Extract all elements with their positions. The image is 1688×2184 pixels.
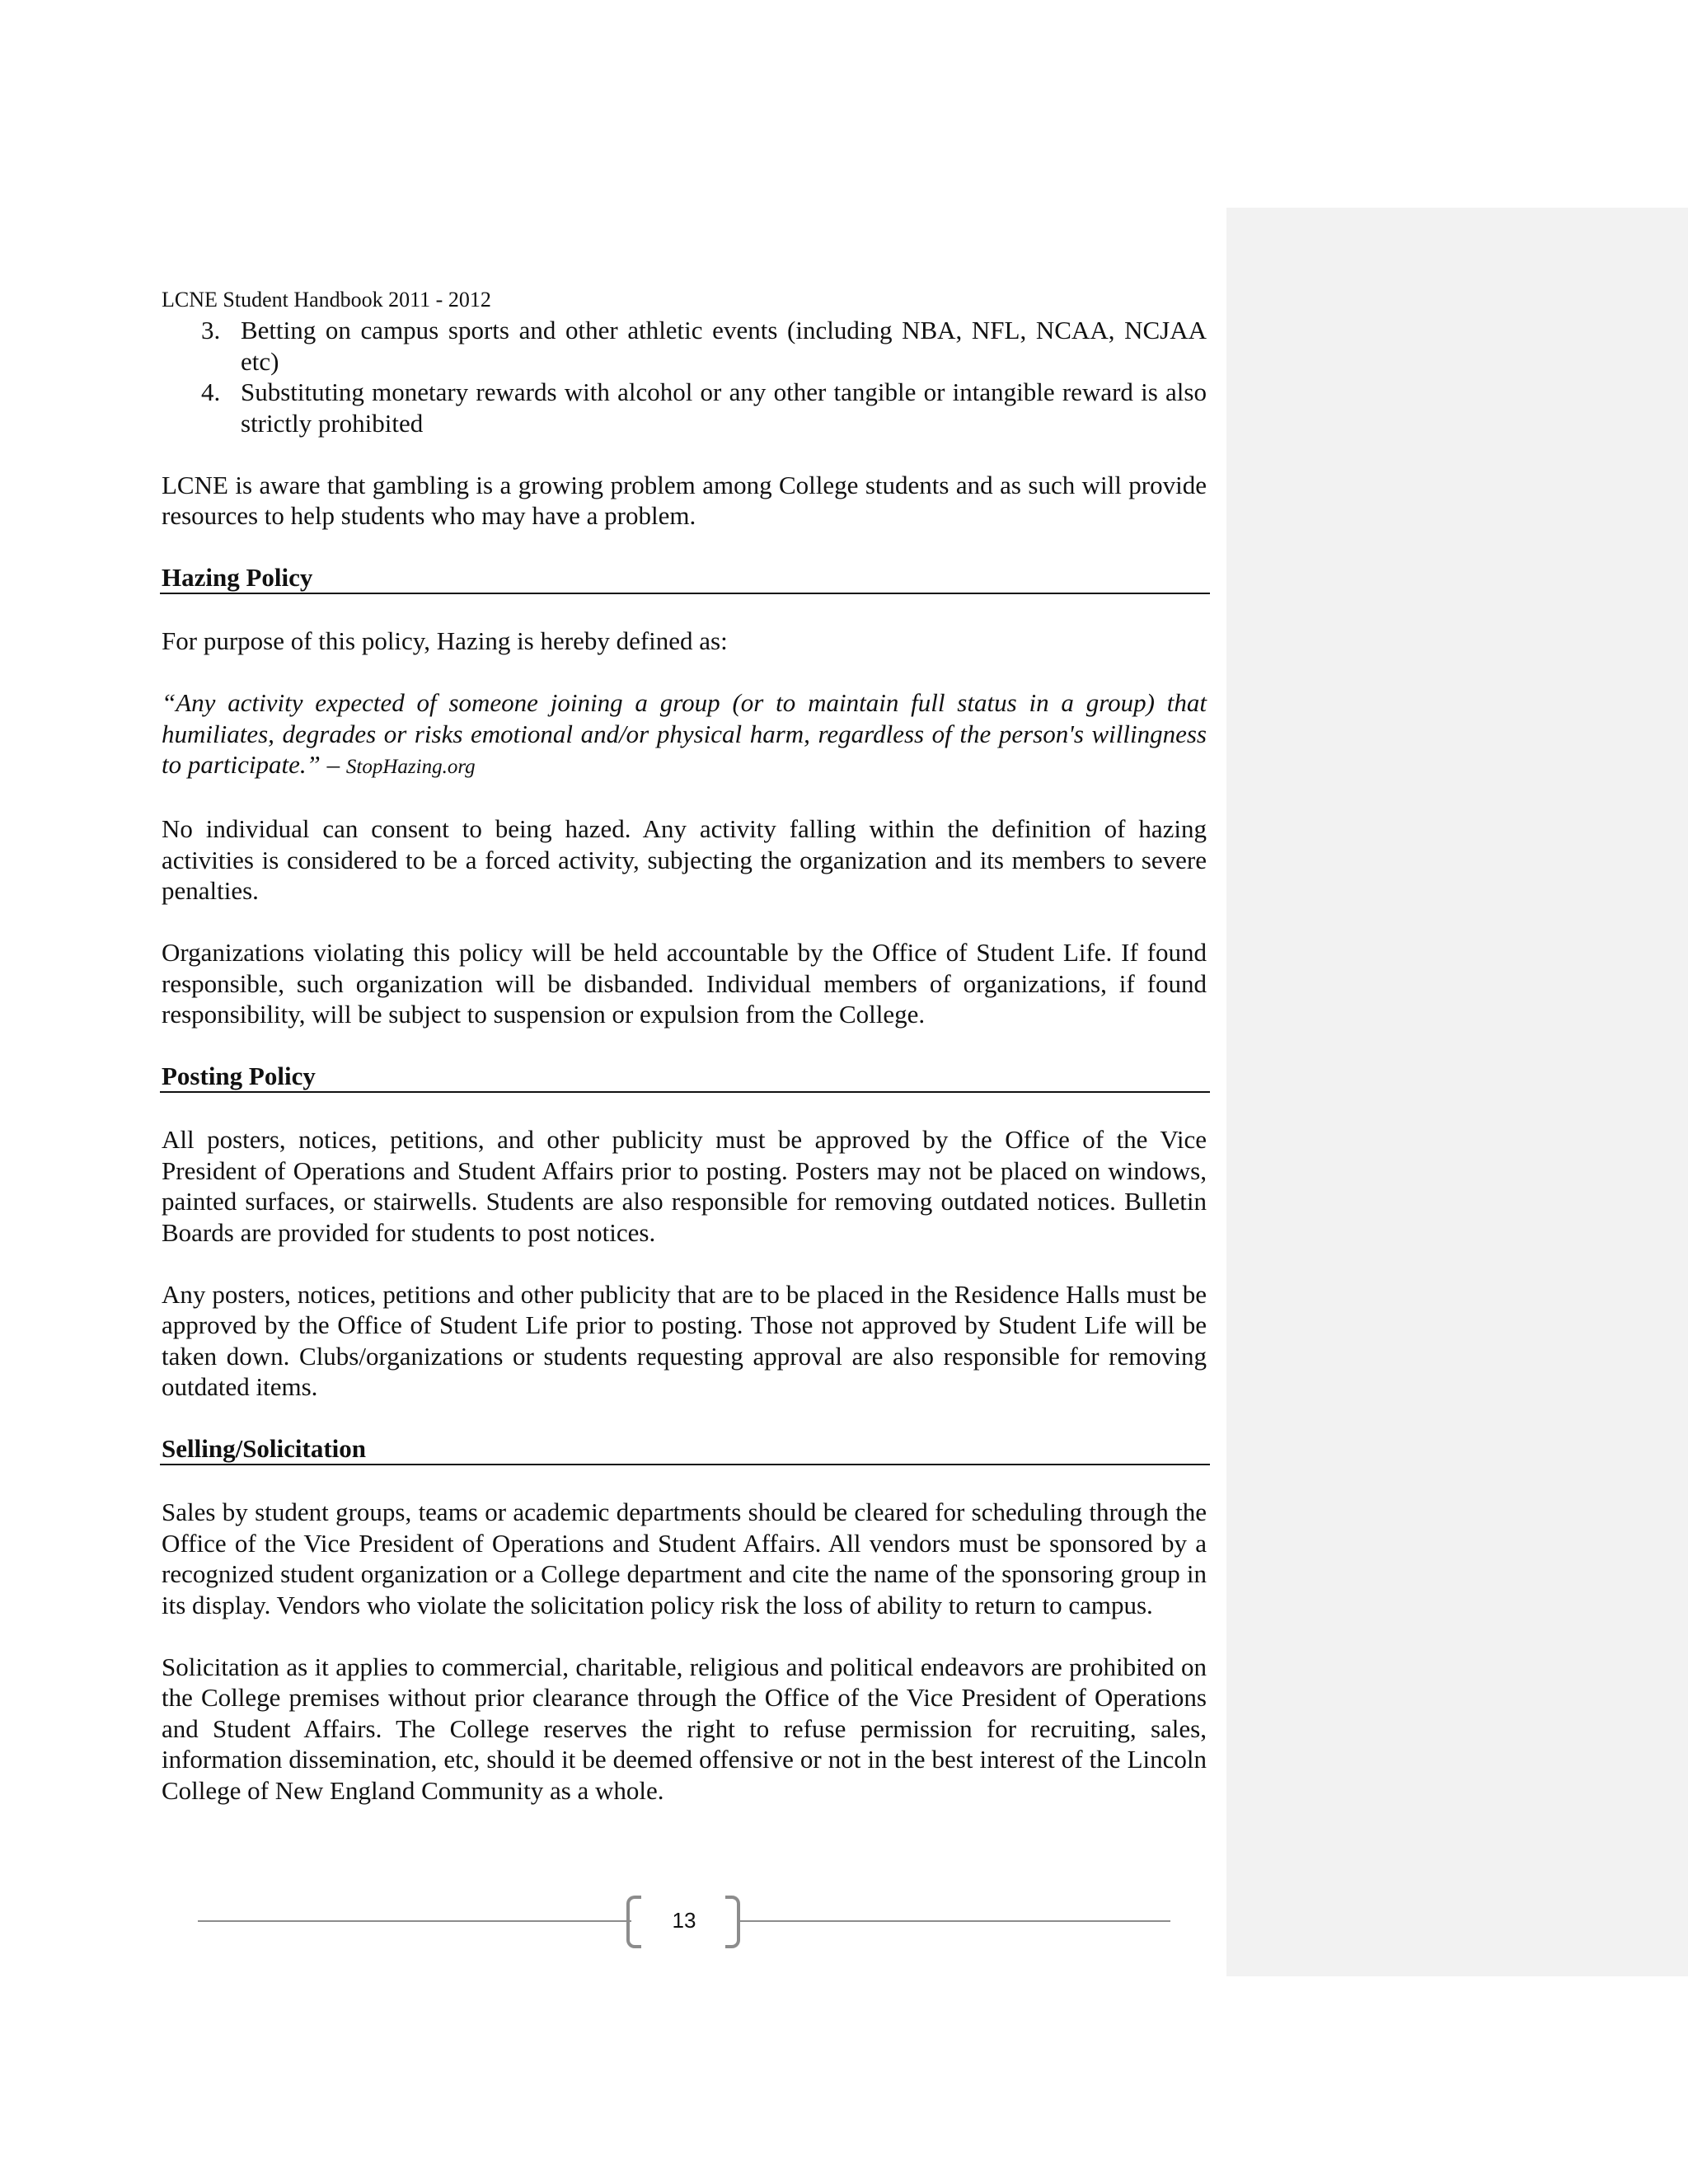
- posting-paragraph-residence: Any posters, notices, petitions and other publicity that are to be placed in the Residence Halls must be approved by the Office of Student Life prior to posting. Those not approved by Student Life will be taken down. Clubs/organizations or students requesting approval are also responsible for removing outdated items.: [162, 1279, 1207, 1401]
- gambling-paragraph: LCNE is aware that gambling is a growing problem among College students and as such will provide resources to help students who may have a problem.: [162, 470, 1207, 530]
- list-item-text: Substituting monetary rewards with alcohol or any other tangible or intangible reward is also strictly prohibited: [241, 377, 1207, 438]
- hazing-quote-source: StopHazing.org: [345, 756, 476, 778]
- prohibited-list: [162, 315, 1207, 438]
- page-content: [162, 285, 1207, 1806]
- hazing-paragraph-accountability: Organizations violating this policy will be held accountable by the Office of Student Life. If found responsible, such organization will be disbanded. Individual members of organizations, if found responsibility, will be subject to suspension or expulsion from the College.: [162, 938, 1207, 1029]
- left-brace-icon: [626, 1896, 641, 1948]
- list-item-number: 3.: [201, 316, 221, 344]
- right-brace-icon: [725, 1896, 740, 1948]
- list-item-text: Betting on campus sports and other athletic events (including NBA, NFL, NCAA, NCJAA etc): [241, 316, 1207, 376]
- posting-paragraph-approval: All posters, notices, petitions, and other publicity must be approved by the Office of the Vice President of Operations and Student Affairs prior to posting. Posters may not be placed on windows, painted surfaces, or stairwells. Students are also responsible for removing outdated notices. Bulletin Boards are provided for students to post notices.: [162, 1125, 1207, 1247]
- list-item: [162, 377, 1207, 438]
- list-item: [162, 315, 1207, 377]
- hazing-quote-text: “Any activity expected of someone joining a group (or to maintain full status in a group) that humiliates, degrades or risks emotional and/or physical harm, regardless of the person's willingness to participate.” –: [162, 688, 1207, 779]
- selling-solicitation-heading: Selling/Solicitation: [160, 1433, 1210, 1465]
- page-number: 13: [672, 1908, 696, 1933]
- footer-rule-left: [198, 1920, 631, 1922]
- hazing-definition-quote: [162, 687, 1207, 783]
- selling-paragraph-solicitation: Solicitation as it applies to commercial, charitable, religious and political endeavors are prohibited on the College premises without prior clearance through the Office of the Vice President of Operations and Student Affairs. The College reserves the right to refuse permission for recruiting, sales, information dissemination, etc, should it be deemed offensive or not in the best interest of the Lincoln College of New England Community as a whole.: [162, 1652, 1207, 1805]
- hazing-policy-heading: Hazing Policy: [160, 562, 1210, 594]
- comment-pane: [1226, 208, 1688, 1976]
- selling-paragraph-sales: Sales by student groups, teams or academic departments should be cleared for scheduling through the Office of the Vice President of Operations and Student Affairs. All vendors must be sponsored by a recognized student organization or a College department and cite the name of the sponsoring group in its display. Vendors who violate the solicitation policy risk the loss of ability to return to campus.: [162, 1497, 1207, 1619]
- running-header: LCNE Student Handbook 2011 - 2012: [162, 288, 491, 312]
- page-footer: [198, 1896, 1170, 1945]
- list-item-number: 4.: [201, 377, 221, 406]
- posting-policy-heading: Posting Policy: [160, 1061, 1210, 1093]
- hazing-paragraph-consent: No individual can consent to being hazed. Any activity falling within the definition of hazing activities is considered to be a forced activity, subjecting the organization and its members to severe penalties.: [162, 814, 1207, 905]
- hazing-intro: For purpose of this policy, Hazing is hereby defined as:: [162, 626, 728, 655]
- footer-rule-right: [737, 1920, 1170, 1922]
